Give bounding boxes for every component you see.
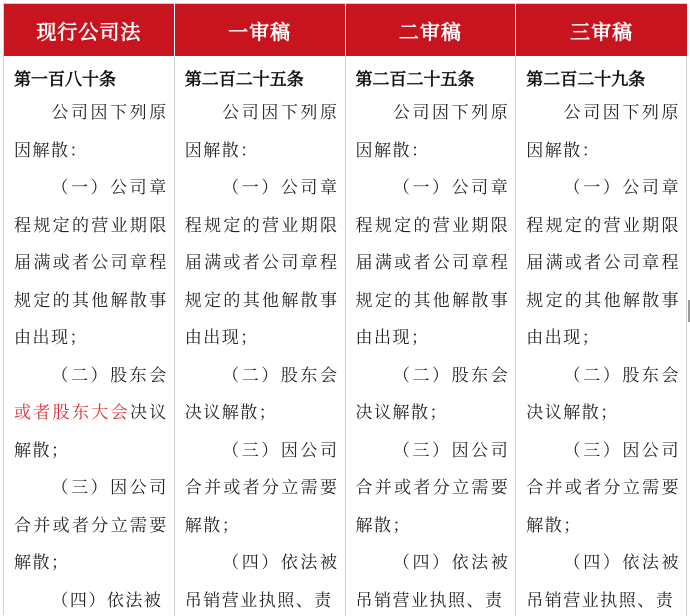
table-header-row	[4, 4, 687, 56]
column-current-law	[4, 56, 175, 616]
clause-2-start: （二）股东会	[51, 366, 167, 386]
clause-2: （二）股东会决议解散；	[526, 358, 680, 433]
clause-2: （二）股东会决议解散；	[185, 358, 339, 433]
column-first-draft	[175, 56, 346, 616]
clause-4: （四）依法被	[14, 583, 168, 616]
clause-4: （四）依法被吊销营业执照、责	[526, 545, 680, 616]
clause-4: （四）依法被吊销营业执照、责	[185, 545, 339, 616]
clause-2-end: 决议解散；	[14, 403, 168, 461]
column-third-draft	[516, 56, 687, 616]
header-current-law: 现行公司法	[4, 4, 175, 56]
header-second-draft: 二审稿	[346, 4, 517, 56]
article-number: 第二百二十五条	[185, 65, 339, 95]
intro-text: 公司因下列原因解散：	[526, 95, 680, 170]
article-number: 第二百二十五条	[356, 65, 510, 95]
header-third-draft: 三审稿	[516, 4, 687, 56]
column-second-draft	[346, 56, 517, 616]
deleted-text-highlight: 或者股东大会	[14, 403, 130, 423]
intro-text: 公司因下列原因解散：	[185, 95, 339, 170]
comparison-table	[3, 3, 687, 615]
clause-3: （三）因公司合并或者分立需要解散；	[356, 433, 510, 546]
clause-2	[14, 358, 168, 471]
article-number: 第二百二十九条	[526, 65, 680, 95]
clause-1: （一）公司章程规定的营业期限届满或者公司章程规定的其他解散事由出现；	[526, 170, 680, 358]
clause-2: （二）股东会决议解散；	[356, 358, 510, 433]
clause-3: （三）因公司合并或者分立需要解散；	[526, 433, 680, 546]
article-number: 第一百八十条	[14, 65, 168, 95]
intro-text: 公司因下列原因解散：	[356, 95, 510, 170]
clause-1: （一）公司章程规定的营业期限届满或者公司章程规定的其他解散事由出现；	[356, 170, 510, 358]
header-first-draft: 一审稿	[175, 4, 346, 56]
clause-3: （三）因公司合并或者分立需要解散；	[14, 470, 168, 583]
clause-1: （一）公司章程规定的营业期限届满或者公司章程规定的其他解散事由出现；	[14, 170, 168, 358]
table-body-row	[4, 56, 687, 616]
clause-4: （四）依法被吊销营业执照、责	[356, 545, 510, 616]
clause-3: （三）因公司合并或者分立需要解散；	[185, 433, 339, 546]
intro-text: 公司因下列原因解散：	[14, 95, 168, 170]
clause-1: （一）公司章程规定的营业期限届满或者公司章程规定的其他解散事由出现；	[185, 170, 339, 358]
